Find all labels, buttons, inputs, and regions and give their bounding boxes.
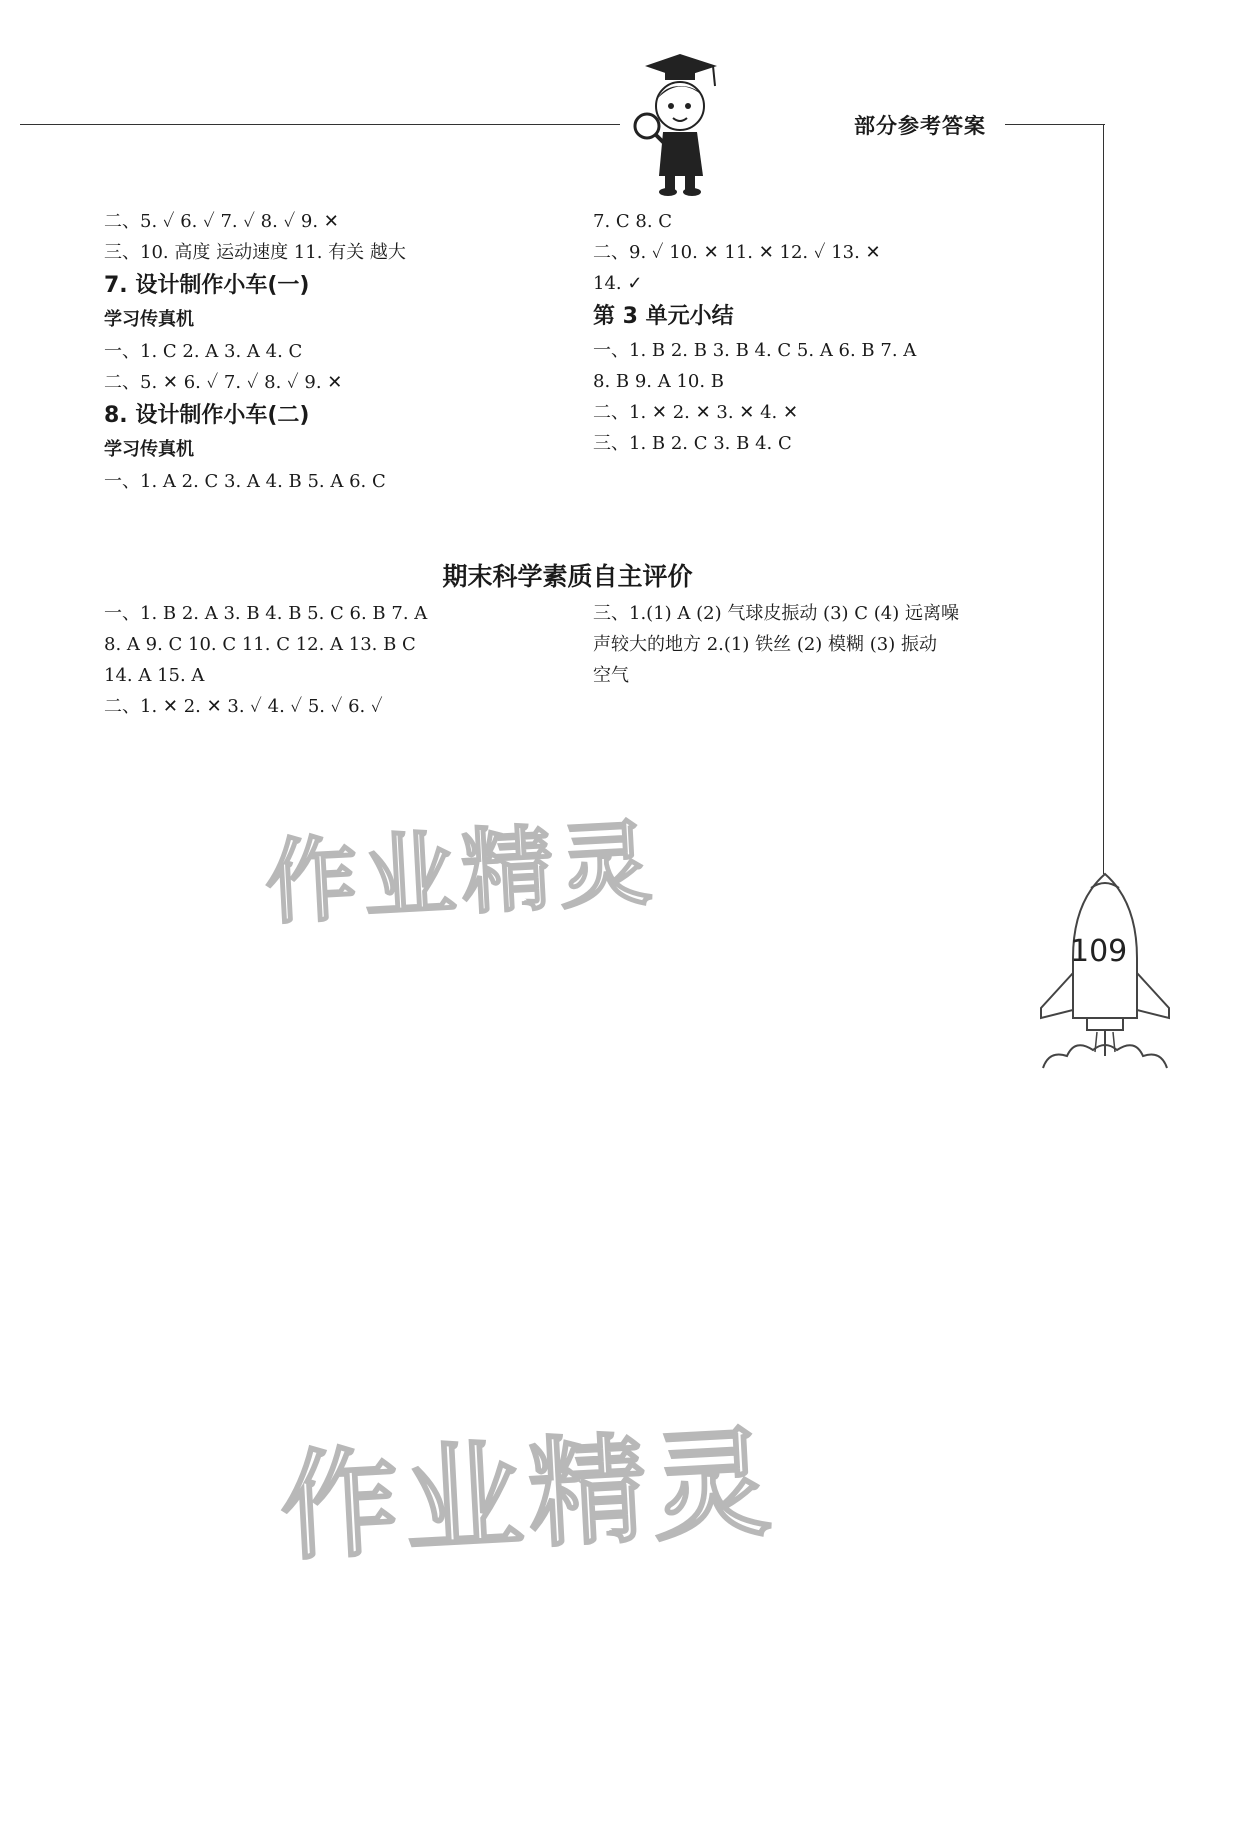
final-right-column [593,598,1093,691]
answer-line: 二、1. ✕ 2. ✕ 3. ✕ 4. ✕ [593,402,799,423]
answer-line: 一、1. B 2. B 3. B 4. C 5. A 6. B 7. A [593,340,917,361]
answer-line: 8. A 9. C 10. C 11. C 12. A 13. B C [104,634,416,655]
section-heading: 7. 设计制作小车(一) [104,273,310,298]
final-section-title: 期末科学素质自主评价 [442,562,693,591]
answer-line: 8. B 9. A 10. B [593,371,725,392]
watermark-text: 作业精灵 [277,1413,780,1577]
header-rule-right [1005,124,1105,125]
right-answer-column [593,206,1093,459]
answer-line: 14. ✓ [593,273,643,294]
answer-line: 一、1. A 2. C 3. A 4. B 5. A 6. C [104,471,386,492]
subsection-heading: 学习传真机 [104,309,194,330]
answer-line: 一、1. B 2. A 3. B 4. B 5. C 6. B 7. A [104,603,428,624]
rocket-icon [1035,868,1175,1083]
answer-line: 7. C 8. C [593,211,673,232]
answer-line: 二、1. ✕ 2. ✕ 3. ✓ 4. ✓ 5. ✓ 6. ✓ [104,696,383,717]
mascot-graduate-icon [625,48,725,198]
page-number: 109 [1070,934,1128,969]
answer-line: 空气 [593,665,629,686]
section-heading: 8. 设计制作小车(二) [104,403,310,428]
answer-line: 声较大的地方 2.(1) 铁丝 (2) 模糊 (3) 振动 [593,634,937,655]
answer-line: 14. A 15. A [104,665,205,686]
header-title: 部分参考答案 [854,114,986,138]
header-rule-left [20,124,620,125]
final-left-column [104,598,574,722]
answer-line: 三、1.(1) A (2) 气球皮振动 (3) C (4) 远离噪 [593,603,959,624]
section-heading: 第 3 单元小结 [593,304,734,329]
answer-line: 三、10. 高度 运动速度 11. 有关 越大 [104,242,406,263]
watermark-text: 作业精灵 [262,809,660,938]
answer-line: 二、5. ✓ 6. ✓ 7. ✓ 8. ✓ 9. ✕ [104,211,339,232]
answer-line: 二、9. ✓ 10. ✕ 11. ✕ 12. ✓ 13. ✕ [593,242,881,263]
left-answer-column [104,206,574,497]
subsection-heading: 学习传真机 [104,439,194,460]
answer-line: 三、1. B 2. C 3. B 4. C [593,433,792,454]
answer-line: 二、5. ✕ 6. ✓ 7. ✓ 8. ✓ 9. ✕ [104,372,343,393]
answer-line: 一、1. C 2. A 3. A 4. C [104,341,303,362]
margin-rule [1103,124,1104,874]
